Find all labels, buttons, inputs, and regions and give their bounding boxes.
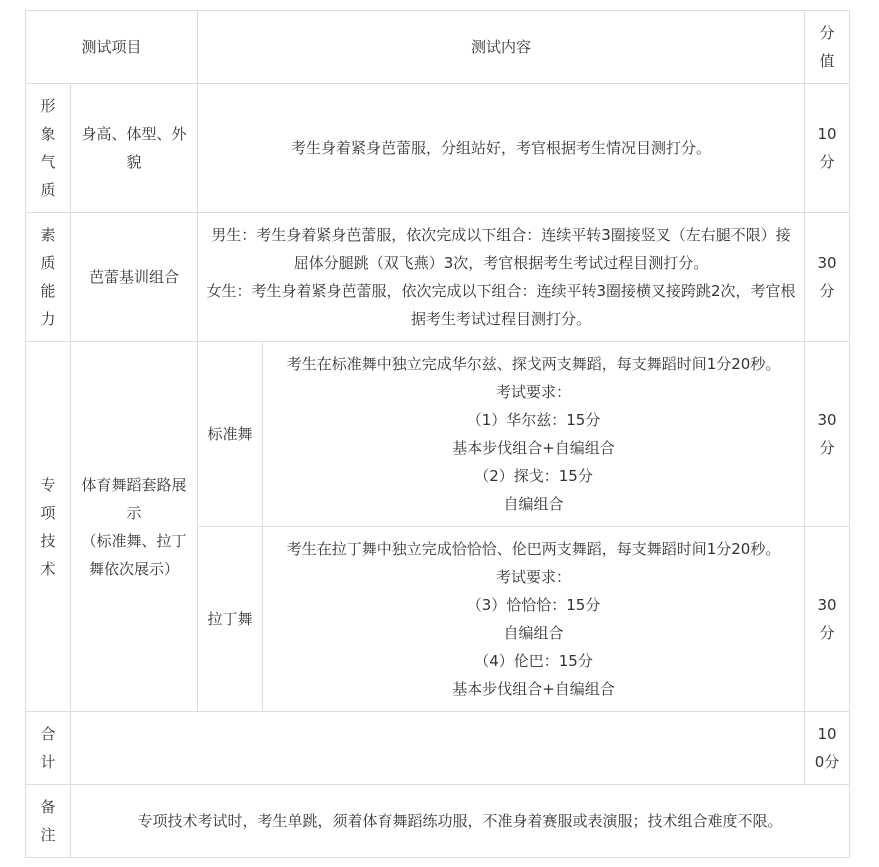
standard-line: 自编组合 <box>503 495 564 513</box>
note-row <box>26 785 850 858</box>
total-score: 100分 <box>805 712 850 785</box>
total-label: 合计 <box>26 712 71 785</box>
standard-line: （2）探戈：15分 <box>474 467 593 485</box>
ability-row <box>26 213 850 342</box>
score-table <box>25 10 850 858</box>
latin-line: 考试要求： <box>496 568 572 586</box>
latin-line: （4）伦巴：15分 <box>474 652 593 670</box>
special-item-title: 体育舞蹈套路展示 <box>81 475 187 522</box>
latin-line: 考生在拉丁舞中独立完成恰恰恰、伦巴两支舞蹈，每支舞蹈时间1分20秒。 <box>286 540 781 558</box>
appearance-content: 考生身着紧身芭蕾服，分组站好，考官根据考生情况目测打分。 <box>198 84 805 213</box>
note-label: 备注 <box>26 785 71 858</box>
special-item-subtitle: （标准舞、拉丁舞依次展示） <box>81 531 187 578</box>
header-item: 测试项目 <box>26 11 198 84</box>
header-score: 分值 <box>805 11 850 84</box>
ability-score: 30分 <box>805 213 850 342</box>
latin-dance-content <box>263 527 805 712</box>
latin-line: 基本步伐组合+自编组合 <box>452 680 615 698</box>
total-empty <box>71 712 805 785</box>
standard-line: 基本步伐组合+自编组合 <box>452 439 615 457</box>
appearance-row <box>26 84 850 213</box>
standard-dance-content <box>263 342 805 527</box>
appearance-category: 形象气质 <box>26 84 71 213</box>
standard-dance-row <box>26 342 850 527</box>
latin-dance-score: 30分 <box>805 527 850 712</box>
standard-dance-score: 30分 <box>805 342 850 527</box>
appearance-score: 10分 <box>805 84 850 213</box>
standard-dance-name: 标准舞 <box>198 342 263 527</box>
latin-line: 自编组合 <box>503 624 564 642</box>
ability-item: 芭蕾基训组合 <box>71 213 198 342</box>
header-content: 测试内容 <box>198 11 805 84</box>
note-text: 专项技术考试时，考生单跳，须着体育舞蹈练功服，不准身着赛服或表演服；技术组合难度不限。 <box>71 785 850 858</box>
ability-male-text: 男生：考生身着紧身芭蕾服，依次完成以下组合：连续平转3圈接竖叉（左右腿不限）接屈体分腿跳（双飞燕）3次，考官根据考生考试过程目测打分。 <box>211 226 791 272</box>
header-row <box>26 11 850 84</box>
ability-category: 素质能力 <box>26 213 71 342</box>
total-row <box>26 712 850 785</box>
standard-line: 考生在标准舞中独立完成华尔兹、探戈两支舞蹈，每支舞蹈时间1分20秒。 <box>286 355 781 373</box>
ability-female-text: 女生：考生身着紧身芭蕾服，依次完成以下组合：连续平转3圈接横叉接跨跳2次，考官根据考生考试过程目测打分。 <box>206 282 796 328</box>
latin-dance-name: 拉丁舞 <box>198 527 263 712</box>
appearance-item: 身高、体型、外貌 <box>71 84 198 213</box>
standard-line: （1）华尔兹：15分 <box>466 411 601 429</box>
ability-content <box>198 213 805 342</box>
standard-line: 考试要求： <box>496 383 572 401</box>
latin-line: （3）恰恰恰：15分 <box>466 596 601 614</box>
special-category: 专项技术 <box>26 342 71 712</box>
special-item <box>71 342 198 712</box>
